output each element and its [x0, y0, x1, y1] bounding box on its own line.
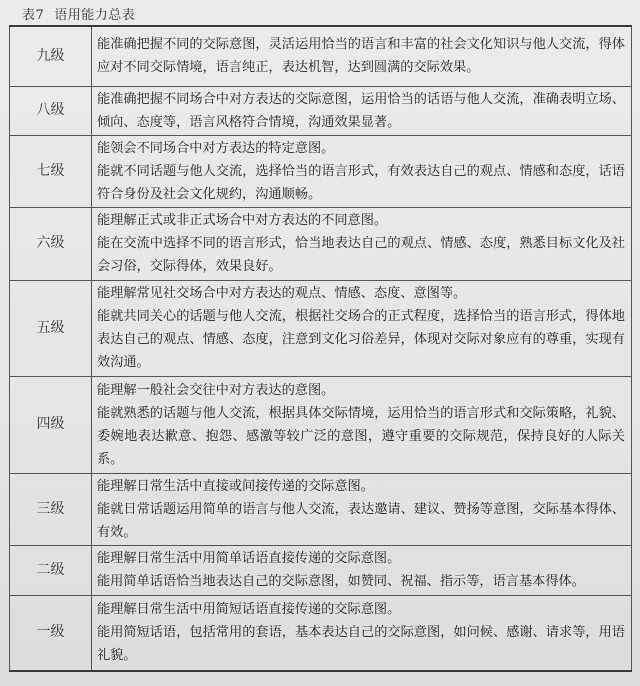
- level-label: 四级: [10, 376, 92, 473]
- table-row-level-4: [10, 376, 632, 473]
- level-description: [92, 473, 632, 545]
- level-description: [92, 135, 632, 207]
- level-description: [92, 207, 632, 280]
- description-line: 能准确把握不同场合中对方表达的交际意图，运用恰当的话语与他人交流，准确表明立场、倾向、态度等，语言风格符合情境，沟通效果显著。: [97, 91, 625, 130]
- level-label: 五级: [10, 280, 92, 376]
- level-label: 九级: [10, 26, 92, 86]
- level-label: 六级: [10, 207, 92, 280]
- level-label: 三级: [10, 473, 92, 545]
- level-label: 七级: [10, 135, 92, 207]
- table-row-level-5: [10, 280, 632, 376]
- level-description: [92, 545, 632, 595]
- description-line: 能理解正式或非正式场合中对方表达的不同意图。: [97, 213, 388, 228]
- description-line: 能在交流中选择不同的语言形式，恰当地表达自己的观点、情感、态度，熟悉目标文化及社会习俗，交际得体，效果良好。: [97, 236, 625, 274]
- description-line: 能理解一般社会交往中对方表达的意图。: [97, 382, 335, 398]
- table-caption: [22, 4, 135, 23]
- description-line: 能理解日常生活中用简单话语直接传递的交际意图。: [97, 551, 401, 566]
- description-line: 能用简单话语恰当地表达自己的交际意图，如赞同、祝福、指示等，语言基本得体。: [97, 574, 585, 589]
- level-description: [92, 595, 632, 671]
- level-description: [92, 86, 632, 135]
- level-label: 一级: [10, 595, 92, 671]
- description-line: 能理解常见社交场合中对方表达的观点、情感、态度、意图等。: [97, 286, 467, 301]
- description-line: 能理解日常生活中用简短话语直接传递的交际意图。: [97, 602, 401, 618]
- table-row-level-6: [10, 207, 632, 280]
- description-line: 能理解日常生活中直接或间接传递的交际意图。: [97, 478, 374, 494]
- table-number: 表7: [22, 8, 45, 23]
- description-line: 能准确把握不同的交际意图，灵活运用恰当的语言和丰富的社会文化知识与他人交流，得体应对不同交际情境，语言纯正，表达机智，达到圆满的交际效果。: [97, 37, 625, 76]
- table-row-level-1: [10, 595, 632, 671]
- table-row-level-2: [10, 545, 632, 595]
- level-label: 八级: [10, 86, 92, 135]
- table-title: 语用能力总表: [54, 8, 136, 23]
- pragmatic-competence-table: [9, 25, 632, 672]
- level-description: [92, 280, 632, 376]
- description-line: 能就熟悉的话题与他人交流，根据具体交际情境，运用恰当的语言形式和交际策略，礼貌、委婉地表达歉意、抱怨、感激等较广泛的意图，遵守重要的交际规范，保持良好的人际关系。: [97, 405, 625, 467]
- description-line: 能用简短话语，包括常用的套语，基本表达自己的交际意图，如问候、感谢、请求等，用语礼貌。: [97, 625, 625, 664]
- table-row-level-3: [10, 473, 632, 545]
- level-label: 二级: [10, 545, 92, 595]
- description-line: 能就共同关心的话题与他人交流，根据社交场合的正式程度，选择恰当的语言形式，得体地表达自己的观点、情感、态度，注意到文化习俗差异，体现对交际对象应有的尊重，实现有效沟通。: [97, 309, 625, 370]
- table-row-level-7: [10, 135, 632, 207]
- description-line: 能就日常话题运用简单的语言与他人交流，表达邀请、建议、赞扬等意图，交际基本得体、有效。: [97, 501, 625, 540]
- level-description: [92, 26, 632, 86]
- table-row-level-9: [10, 26, 632, 86]
- description-line: 能就不同话题与他人交流，选择恰当的语言形式，有效表达自己的观点、情感和态度，话语符合身份及社会文化规约，沟通顺畅。: [97, 163, 625, 202]
- description-line: 能领会不同场合中对方表达的特定意图。: [97, 140, 335, 156]
- level-description: [92, 376, 632, 473]
- table-row-level-8: [10, 86, 632, 135]
